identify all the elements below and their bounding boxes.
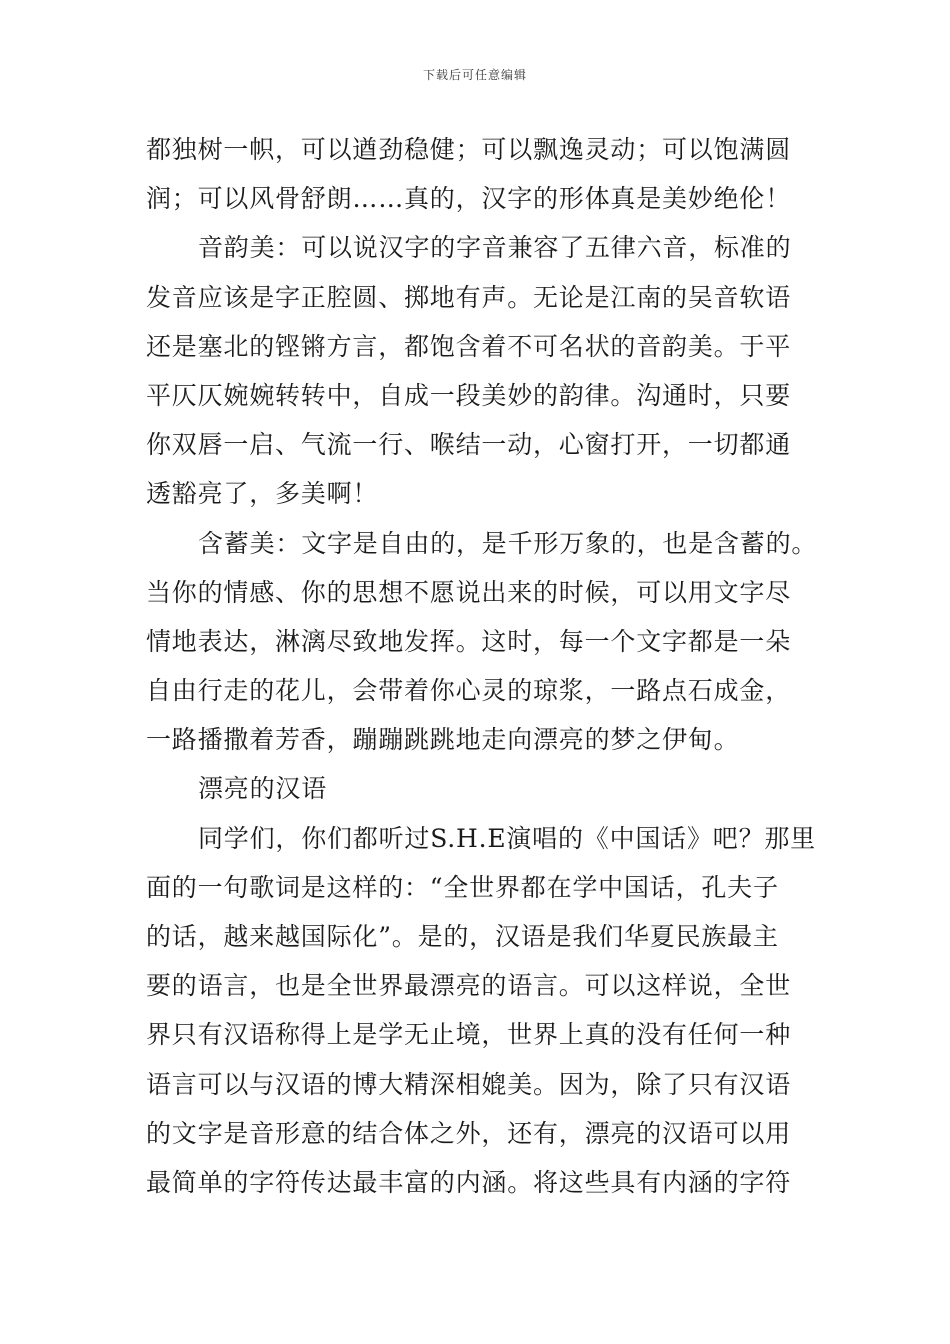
- text-line: 音韵美：可以说汉字的字音兼容了五律六音，标准的: [198, 233, 792, 263]
- text-line: 发音应该是字正腔圆、掷地有声。无论是江南的吴音软语: [146, 282, 792, 312]
- text-line: 一路播撒着芳香，蹦蹦跳跳地走向漂亮的梦之伊甸。: [146, 725, 740, 755]
- text-line: 的话，越来越国际化”。是的，汉语是我们华夏民族最主: [146, 922, 779, 951]
- text-line: 面的一句歌词是这样的：“全世界都在学中国话，孔夫子: [146, 872, 779, 902]
- text-line: 界只有汉语称得上是学无止境，世界上真的没有任何一种: [146, 1020, 792, 1050]
- text-line: 含蓄美：文字是自由的，是千形万象的，也是含蓄的。: [198, 528, 818, 558]
- document-body: [146, 125, 818, 1207]
- text-line: 透豁亮了，多美啊！: [146, 479, 379, 509]
- text-line: 要的语言，也是全世界最漂亮的语言。可以这样说，全世: [146, 971, 792, 1001]
- text-line: 最简单的字符传达最丰富的内涵。将这些具有内涵的字符: [146, 1167, 792, 1197]
- text-line: 同学们，你们都听过S.H.E演唱的《中国话》吧？那里: [198, 823, 816, 853]
- page-header: 下载后可任意编辑: [422, 68, 527, 82]
- text-line: 都独树一帜，可以遒劲稳健；可以飘逸灵动；可以饱满圆: [146, 135, 792, 164]
- text-line: 自由行走的花儿，会带着你心灵的琼浆，一路点石成金，: [146, 676, 792, 706]
- text-line: 当你的情感、你的思想不愿说出来的时候，可以用文字尽: [146, 577, 792, 607]
- text-line: 你双唇一启、气流一行、喉结一动，心窗打开，一切都通: [146, 430, 792, 460]
- text-line: 语言可以与汉语的博大精深相媲美。因为，除了只有汉语: [146, 1069, 792, 1099]
- text-line: 情地表达，淋漓尽致地发挥。这时，每一个文字都是一朵: [146, 626, 792, 656]
- text-line: 漂亮的汉语: [198, 774, 328, 804]
- text-line: 润；可以风骨舒朗……真的，汉字的形体真是美妙绝伦！: [146, 184, 792, 214]
- text-line: 的文字是音形意的结合体之外，还有，漂亮的汉语可以用: [146, 1118, 792, 1148]
- text-line: 平仄仄婉婉转转中，自成一段美妙的韵律。沟通时，只要: [146, 380, 792, 410]
- text-line: 还是塞北的铿锵方言，都饱含着不可名状的音韵美。于平: [146, 331, 792, 361]
